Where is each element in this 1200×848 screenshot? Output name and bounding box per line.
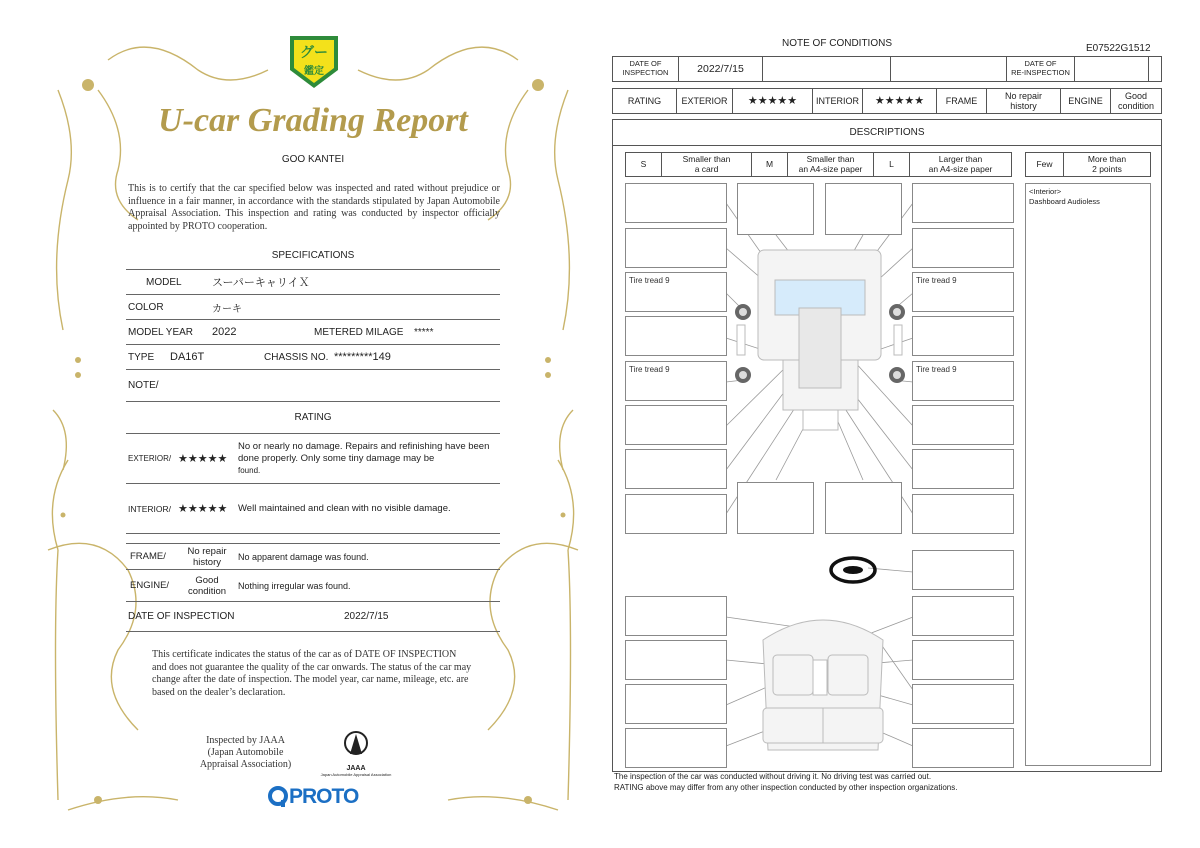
frame-desc: No apparent damage was found. (238, 551, 369, 562)
notes-line-2: Dashboard Audioless (1029, 197, 1100, 206)
year-value: 2022 (212, 326, 237, 338)
spec-row-note (126, 370, 500, 402)
reinsp-label-2: RE-INSPECTION (1011, 68, 1070, 77)
color-value: カーキ (212, 303, 242, 315)
frame-value-1: No repair (187, 545, 227, 557)
proto-logo-text: PROTO (289, 785, 359, 808)
model-label: MODEL (146, 276, 182, 288)
damage-box[interactable] (912, 405, 1014, 445)
frame-value-2: history (1010, 101, 1037, 111)
tire-fl-label: Tire tread 9 (629, 276, 670, 285)
doi-row (126, 602, 500, 632)
ext-stars: ★★★★★ (178, 453, 228, 465)
note-label: NOTE/ (128, 380, 159, 391)
type-label: TYPE (128, 351, 155, 363)
badge-text: グー (300, 44, 328, 60)
damage-box[interactable] (737, 482, 814, 534)
damage-box[interactable] (912, 449, 1014, 489)
ext-desc: No or nearly no damage. Repairs and refinishing have been done properly. Only some tiny damage may be (238, 440, 490, 464)
interior-label: INTERIOR (813, 89, 863, 113)
legend-m-desc-2: an A4-size paper (798, 163, 863, 174)
damage-box[interactable] (912, 228, 1014, 268)
exterior-stars: ★★★★★ (733, 89, 813, 113)
damage-box[interactable] (737, 183, 814, 235)
legend-l: L (874, 153, 910, 176)
damage-box[interactable] (625, 405, 727, 445)
doi-label-2: INSPECTION (622, 68, 669, 77)
interior-stars: ★★★★★ (863, 89, 937, 113)
engine-label: ENGINE/ (130, 580, 170, 591)
descriptions-box (612, 119, 1162, 772)
damage-box[interactable] (912, 316, 1014, 356)
count-legend (1025, 152, 1151, 177)
engine-value-1: Good (1124, 90, 1148, 101)
certificate-subtitle: GOO KANTEI (281, 154, 345, 165)
ext-label: EXTERIOR/ (128, 454, 172, 463)
model-value: スーパーキャリイＸ (212, 277, 310, 289)
proto-logo (268, 784, 358, 810)
certify-text: This is to certify that the car specified below was inspected and rated without prejudice or influence in a fair manner, in accordance with the standards stipulated by Japan Automobile Appraisal Association. This inspection and rating was conducted by inspector officially appointed by PROTO cooperation. (128, 183, 500, 232)
exterior-label: EXTERIOR (677, 89, 733, 113)
rating-row-engine (126, 570, 500, 602)
inspected-by-2: (Japan Automobile (207, 747, 284, 758)
frame-label: FRAME/ (130, 551, 166, 562)
damage-box[interactable] (625, 684, 727, 724)
damage-box[interactable] (625, 228, 727, 268)
doi-label: DATE OF INSPECTION (128, 611, 235, 622)
certificate-footer-text: This certificate indicates the status of the car as of DATE OF INSPECTION and does not guarantee the quality of the car onwards. The status of the car may change after the date of inspection. The model year, car name, mileage, etc. are based on the dealer’s declaration. (152, 649, 472, 698)
proto-mark-icon (268, 786, 288, 808)
damage-box[interactable] (912, 640, 1014, 680)
jaaa-emblem-icon (342, 730, 370, 760)
chassis-value: *********149 (334, 351, 391, 363)
int-stars: ★★★★★ (178, 503, 228, 515)
tire-rl-label: Tire tread 9 (629, 365, 670, 374)
damage-box[interactable] (825, 482, 902, 534)
year-label: MODEL YEAR (128, 326, 194, 338)
footer-note-2: RATING above may differ from any other inspection conducted by other inspection organizations. (614, 783, 958, 792)
goo-kantei-badge (288, 32, 340, 90)
jaaa-logo (316, 730, 396, 777)
engine-value-2: condition (1117, 101, 1155, 111)
doi-label-1: DATE OF (629, 59, 662, 69)
doi-value: 2022/7/15 (344, 611, 389, 622)
damage-box[interactable] (625, 449, 727, 489)
tire-box-front-left[interactable] (625, 272, 727, 312)
damage-box[interactable] (825, 183, 902, 235)
rating-row-interior (126, 484, 500, 534)
legend-s-desc-2: a card (694, 163, 719, 174)
rating-heading: RATING (126, 402, 500, 434)
spec-row-model (126, 270, 500, 295)
damage-box[interactable] (912, 596, 1014, 636)
reinsp-label-1: DATE OF (1024, 59, 1057, 69)
rating-row (612, 88, 1162, 114)
ext-desc-2: found. (238, 465, 261, 475)
damage-box[interactable] (625, 728, 727, 768)
spec-row-color (126, 295, 500, 320)
spec-row-type (126, 345, 500, 370)
damage-box[interactable] (912, 183, 1014, 223)
steering-wheel-icon (831, 558, 875, 582)
tire-rr-label: Tire tread 9 (916, 365, 957, 374)
int-label: INTERIOR/ (128, 503, 171, 514)
certificate-panel (38, 30, 588, 820)
legend-more-1: More than (1087, 153, 1127, 164)
certificate-title: U-car Grading Report (158, 102, 468, 139)
inspection-date-row (612, 56, 1162, 82)
jaaa-caption: Japan Automobile Appraisal Association (320, 772, 392, 777)
damage-box[interactable] (625, 596, 727, 636)
damage-box[interactable] (912, 728, 1014, 768)
damage-box[interactable] (625, 316, 727, 356)
milage-label: METERED MILAGE (314, 326, 404, 338)
legend-m: M (752, 153, 788, 176)
damage-box[interactable] (625, 494, 727, 534)
color-label: COLOR (128, 301, 164, 313)
legend-more-2: 2 points (1092, 163, 1122, 174)
legend-few: Few (1026, 153, 1064, 176)
milage-value: ***** (414, 326, 434, 338)
badge-sub: 鑑定 (304, 66, 324, 77)
engine-value-1: Good (195, 574, 219, 586)
tire-box-rear-right[interactable] (912, 361, 1014, 401)
jaaa-logo-text: JAAA (346, 765, 366, 772)
engine-value-2: condition (187, 585, 227, 597)
legend-l-desc-2: an A4-size paper (928, 163, 993, 174)
legend-m-desc-1: Smaller than (806, 153, 855, 164)
report-code: E07522G1512 (1086, 43, 1151, 54)
tire-box-rear-left[interactable] (625, 361, 727, 401)
rating-row-exterior (126, 434, 500, 484)
frame-value-1: No repair (1004, 90, 1042, 101)
frame-label: FRAME (937, 89, 987, 113)
legend-s-desc-1: Smaller than (682, 153, 731, 164)
legend-s: S (626, 153, 662, 176)
notes-panel (1025, 183, 1151, 766)
note-of-conditions-title: NOTE OF CONDITIONS (782, 38, 892, 49)
type-value: DA16T (170, 351, 205, 363)
inspected-by-1: Inspected by JAAA (206, 735, 285, 746)
spec-heading: SPECIFICATIONS (126, 244, 500, 270)
notes-line-1: <Interior> (1029, 187, 1062, 196)
engine-label: ENGINE (1061, 89, 1111, 113)
footer-note-1: The inspection of the car was conducted without driving it. No driving test was carried out. (614, 772, 932, 781)
rating-label: RATING (613, 89, 677, 113)
inspected-by-3: Appraisal Association) (199, 759, 292, 770)
rating-row-frame (126, 544, 500, 570)
spec-row-year (126, 320, 500, 345)
tire-box-front-right[interactable] (912, 272, 1014, 312)
doi-value: 2022/7/15 (679, 57, 763, 81)
damage-box[interactable] (912, 550, 1014, 590)
int-desc: Well maintained and clean with no visible damage. (238, 503, 451, 514)
damage-box[interactable] (625, 640, 727, 680)
chassis-label: CHASSIS NO. (264, 351, 329, 363)
damage-box[interactable] (625, 183, 727, 223)
engine-desc: Nothing irregular was found. (238, 580, 351, 591)
damage-box[interactable] (912, 494, 1014, 534)
damage-box[interactable] (912, 684, 1014, 724)
descriptions-heading: DESCRIPTIONS (613, 120, 1161, 146)
tire-fr-label: Tire tread 9 (916, 276, 957, 285)
legend-l-desc-1: Larger than (938, 153, 983, 164)
frame-value-2: history (193, 556, 221, 568)
